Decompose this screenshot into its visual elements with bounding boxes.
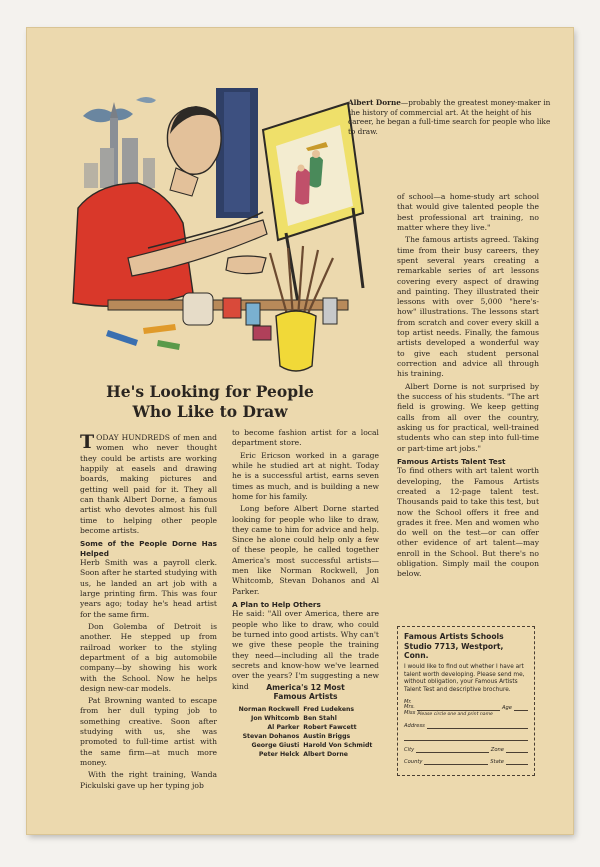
- artist-name: Austin Briggs: [303, 732, 351, 740]
- artists-row: [237, 706, 375, 715]
- address-label: Address: [404, 722, 425, 729]
- paragraph-text: ODAY HUNDREDS of men and women who never thought they could be artists are working happily at easels and drawing boards, making pictures and getting well paid for it. They all can thank Albert Dorne, a famous artist who devotes almost his full time to helping other people become artists.: [80, 433, 217, 535]
- artists-row: [237, 742, 375, 751]
- county-state-field[interactable]: [404, 758, 528, 765]
- artists-title-line-1: America's 12 Most: [266, 683, 345, 692]
- artist-name: George Giusti: [251, 741, 300, 749]
- coupon-address: Studio 7713, Westport, Conn.: [404, 641, 504, 661]
- paragraph: To find others with art talent worth developing, the Famous Artists created a 12-page talent test. Thousands paid to take this test, but now the School offers it free and grades it free. Men and women who do well on the test—or can offer other evidence of art talent—may enroll in the School. But there's no obligation. Simply mail the coupon below.: [397, 466, 539, 579]
- illustration-caption: [348, 98, 553, 137]
- address-field[interactable]: [404, 722, 528, 729]
- caption-name: Albert Dorne: [348, 98, 401, 107]
- paragraph: Herb Smith was a payroll clerk. Soon after he started studying with us, he landed an art job with a large printing firm. This was four years ago; today he's head artist for the same firm.: [80, 558, 217, 619]
- coupon-header: [404, 632, 528, 661]
- artist-name: Fred Ludekens: [303, 705, 355, 713]
- paragraph: of school—a home-study art school that would give talented people the best professional art training, no matter where they live.": [397, 192, 539, 232]
- age-label: Age: [501, 704, 512, 711]
- drop-cap: T: [80, 431, 95, 453]
- artist-name: Ben Stahl: [303, 714, 337, 722]
- circle-note: Please circle one and print name: [417, 711, 493, 717]
- miss-label: Miss: [404, 710, 416, 717]
- headline-line-1: He's Looking for People: [106, 382, 314, 401]
- name-field[interactable]: [404, 700, 528, 717]
- artists-row: [237, 715, 375, 724]
- artists-list-box: [232, 683, 379, 760]
- paragraph: Albert Dorne is not surprised by the success of his students. "The art field is growing. We keep getting calls from all over the country, asking us for practical, well-trained students who can step into full-time or part-time art jobs.": [397, 381, 539, 453]
- coupon-school-name: Famous Artists Schools: [404, 632, 504, 641]
- artists-table: [237, 706, 375, 760]
- artists-row: [237, 733, 375, 742]
- artist-name: Harold Von Schmidt: [303, 741, 373, 749]
- mail-coupon[interactable]: [397, 626, 535, 776]
- artists-title: [232, 683, 379, 702]
- state-label: State: [490, 758, 504, 765]
- artist-name: Norman Rockwell: [238, 705, 300, 713]
- extra-line[interactable]: [404, 734, 528, 741]
- subheading: A Plan to Help Others: [232, 600, 321, 609]
- artist-name: Robert Fawcett: [303, 723, 357, 731]
- paragraph: With the right training, Wanda Pickulski gave up her typing job: [80, 770, 217, 790]
- article-column-1: [80, 433, 217, 793]
- paragraph: Eric Ericson worked in a garage while he studied art at night. Today he is a successful artist, earns seven times as much, and is building a new home for his family.: [232, 450, 379, 501]
- paragraph: Pat Browning wanted to escape from her dull typing job to something creative. Soon after studying with us, she was promoted to full-time artist with the same firm—at much more money.: [80, 696, 217, 768]
- artist-illustration: [48, 88, 378, 378]
- artist-name: Jon Whitcomb: [251, 714, 300, 722]
- headline-line-2: Who Like to Draw: [132, 401, 288, 421]
- artist-name: Stevan Dohanos: [242, 732, 300, 740]
- artist-name: Peter Helck: [258, 750, 300, 758]
- coupon-body: I would like to find out whether I have art talent worth developing. Please send me, without obligation, your Famous Artists Talent Test and descriptive brochure.: [404, 664, 525, 694]
- artists-title-line-2: Famous Artists: [273, 692, 338, 702]
- zone-label: Zone: [490, 746, 504, 753]
- paragraph: [80, 433, 217, 536]
- artists-row: [237, 751, 375, 760]
- paragraph: to become fashion artist for a local department store.: [232, 428, 379, 448]
- artists-row: [237, 724, 375, 733]
- subheading: Famous Artists Talent Test: [397, 456, 506, 466]
- city-label: City: [404, 746, 415, 753]
- page-title: [80, 382, 340, 422]
- artist-name: Al Parker: [267, 723, 300, 731]
- article-column-3: [397, 192, 539, 582]
- artist-name: Albert Dorne: [303, 750, 348, 758]
- county-label: County: [404, 758, 423, 765]
- paragraph: Long before Albert Dorne started looking for people who like to draw, they came to him for advice and help. Since he alone could help only a few of these people, he called together America's most successful artists—men like Norman Rockwell, Jon Whitcomb, Stevan Dohanos and Al Parker.: [232, 504, 379, 596]
- paragraph: The famous artists agreed. Taking time from their busy careers, they spent several years creating a remarkable series of art lessons covering every aspect of drawing and painting. They illustrated their lessons with over 5,000 "here's-how" illustrations. The lessons start from scratch and cover every skill a top artist needs. Finally, the famous artists developed a wonderful way to give each student personal correction and advice all through his training.: [397, 235, 539, 379]
- paragraph: Don Golemba of Detroit is another. He stepped up from railroad worker to the styling department of a big automobile company—by showing his work with the School. Now he helps design new-car models.: [80, 621, 217, 693]
- paragraph: He said: "All over America, there are people who like to draw, who could be turned into good artists. Why can't we give these people the training they need—including all the trade secrets and know-how we've learned over the years? I'm suggesting a new kind: [232, 609, 379, 691]
- article-column-2: [232, 428, 379, 694]
- mrs-label: Mrs.: [404, 704, 415, 711]
- mr-label: Mr.: [404, 698, 412, 705]
- city-zone-field[interactable]: [404, 746, 528, 753]
- subheading: Some of the People Dorne Has Helped: [80, 539, 217, 558]
- caption-text: —probably the greatest money-maker in the history of commercial art. At the height of his career, he began a full-time search for people who like to draw.: [348, 98, 551, 136]
